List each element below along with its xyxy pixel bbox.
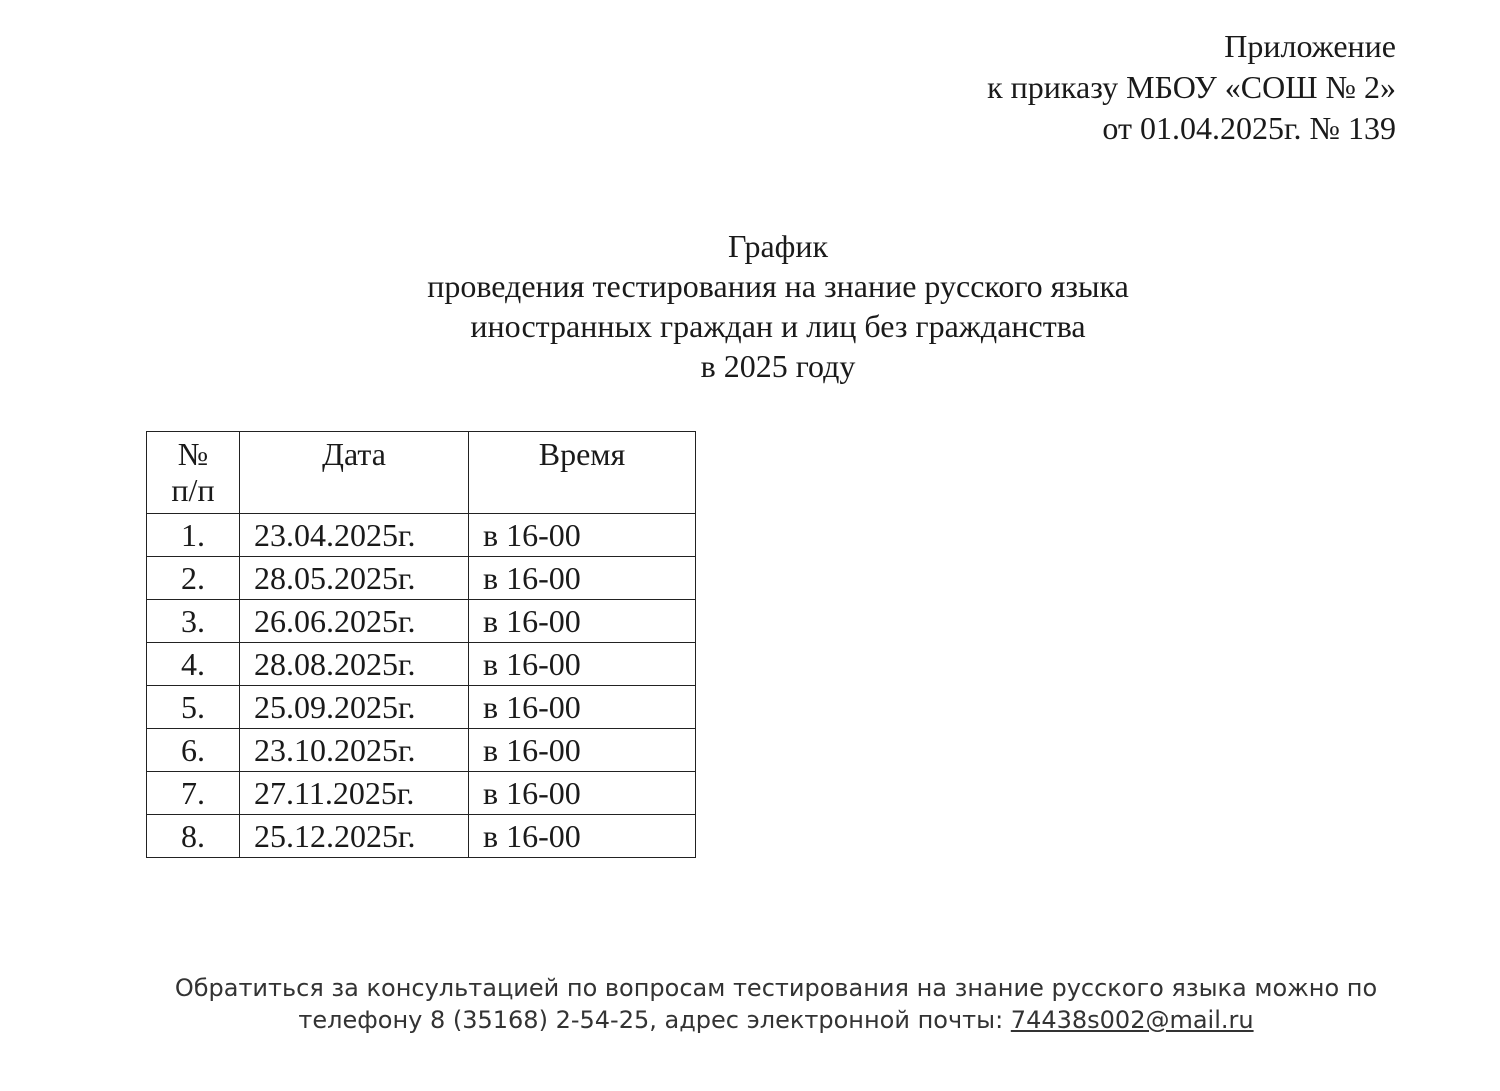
title-main: График bbox=[727, 228, 829, 264]
appendix-label: Приложение bbox=[1224, 28, 1396, 64]
row-date: 23.04.2025г. bbox=[240, 514, 469, 557]
order-reference bbox=[987, 26, 1396, 149]
header-date: Дата bbox=[240, 432, 469, 514]
schedule-table bbox=[146, 431, 696, 858]
document-title bbox=[0, 226, 1500, 386]
row-time: в 16-00 bbox=[469, 686, 696, 729]
row-time: в 16-00 bbox=[469, 514, 696, 557]
row-number: 4. bbox=[147, 643, 240, 686]
table-row bbox=[147, 772, 696, 815]
table-row bbox=[147, 600, 696, 643]
contact-note bbox=[0, 972, 1500, 1036]
contact-line-1: Обратиться за консультацией по вопросам тестирования на знание русского языка можно по bbox=[174, 974, 1378, 1002]
row-date: 28.08.2025г. bbox=[240, 643, 469, 686]
table-row bbox=[147, 815, 696, 858]
row-number: 7. bbox=[147, 772, 240, 815]
header-time: Время bbox=[469, 432, 696, 514]
row-number: 1. bbox=[147, 514, 240, 557]
row-date: 26.06.2025г. bbox=[240, 600, 469, 643]
header-number: № п/п bbox=[147, 432, 240, 514]
table-row bbox=[147, 686, 696, 729]
title-year: в 2025 году bbox=[700, 348, 856, 384]
row-number: 2. bbox=[147, 557, 240, 600]
row-time: в 16-00 bbox=[469, 557, 696, 600]
table-row bbox=[147, 729, 696, 772]
row-date: 28.05.2025г. bbox=[240, 557, 469, 600]
table-row bbox=[147, 514, 696, 557]
row-number: 6. bbox=[147, 729, 240, 772]
row-date: 25.12.2025г. bbox=[240, 815, 469, 858]
row-number: 3. bbox=[147, 600, 240, 643]
row-time: в 16-00 bbox=[469, 772, 696, 815]
row-number: 8. bbox=[147, 815, 240, 858]
row-number: 5. bbox=[147, 686, 240, 729]
row-time: в 16-00 bbox=[469, 600, 696, 643]
email-link[interactable]: 74438s002@mail.ru bbox=[1010, 1006, 1254, 1034]
table-row bbox=[147, 643, 696, 686]
title-audience: иностранных граждан и лиц без гражданства bbox=[470, 308, 1086, 344]
row-date: 25.09.2025г. bbox=[240, 686, 469, 729]
table-row bbox=[147, 557, 696, 600]
row-time: в 16-00 bbox=[469, 643, 696, 686]
title-subject: проведения тестирования на знание русского языка bbox=[427, 268, 1129, 304]
contact-line-2 bbox=[0, 1004, 1500, 1036]
contact-phone-text: телефону 8 (35168) 2-54-25, адрес электронной почты: bbox=[298, 1006, 1011, 1034]
row-date: 23.10.2025г. bbox=[240, 729, 469, 772]
order-date-number: от 01.04.2025г. № 139 bbox=[1102, 110, 1396, 146]
order-school: к приказу МБОУ «СОШ № 2» bbox=[987, 69, 1396, 105]
table-header-row bbox=[147, 432, 696, 514]
row-date: 27.11.2025г. bbox=[240, 772, 469, 815]
row-time: в 16-00 bbox=[469, 729, 696, 772]
row-time: в 16-00 bbox=[469, 815, 696, 858]
